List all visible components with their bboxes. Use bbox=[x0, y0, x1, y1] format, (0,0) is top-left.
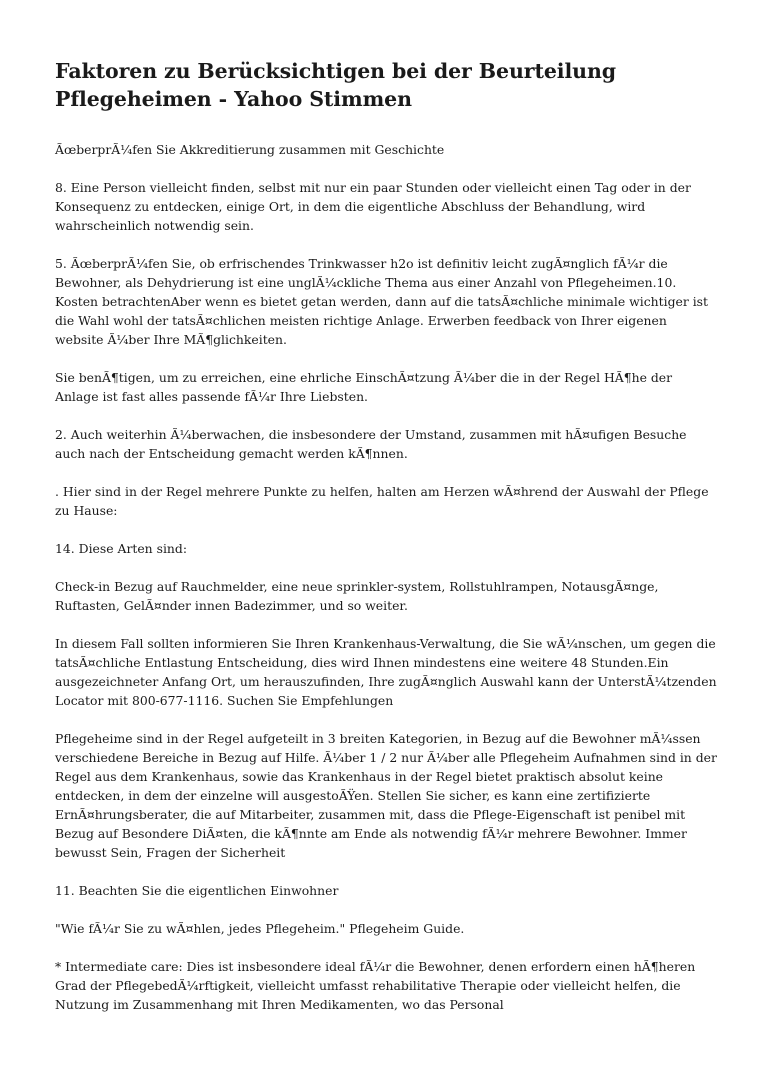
paragraph-check-in: Check-in Bezug auf Rauchmelder, eine neue sprinkler-system, Rollstuhlrampen, NotausgÃ¤nge, Ruftasten, GelÃ¤nder innen Badezimmer, und so weiter. bbox=[55, 579, 659, 613]
paragraph-hospital: In diesem Fall sollten informieren Sie Ihren Krankenhaus-Verwaltung, die Sie wÃ¼nschen, um gegen die tatsÃ¤chliche Entlastung Entscheidung, dies wird Ihnen mindestens eine weitere 48 Stunden.Ein ausgezeichneter Anfang Ort, um herauszufinden, Ihre zugÃ¤nglich Auswahl kann der UnterstÃ¼tzenden Locator mit 800-677-1116. Suchen Sie Empfehlungen bbox=[55, 636, 717, 708]
paragraph-categories: Pflegeheime sind in der Regel aufgeteilt in 3 breiten Kategorien, in Bezug auf die Bewohner mÃ¼ssen verschiedene Bereiche in Bezug auf Hilfe. Ã¼ber 1 / 2 nur Ã¼ber alle Pflegeheim Aufnahmen sind in der Regel aus dem Krankenhaus, sowie das Krankenhaus in der Regel bietet praktisch absolut keine entdecken, in dem der einzelne will ausgestoÃŸen. Stellen Sie sicher, es kann eine zertifizierte ErnÃ¤hrungsberater, die auf Mitarbeiter, zusammen mit, dass die Pflege-Eigenschaft ist penibel mit Bezug auf Besondere DiÃ¤ten, die kÃ¶nnte am Ende als notwendig fÃ¼r mehrere Bewohner. Immer bewusst Sein, Fragen der Sicherheit bbox=[55, 731, 717, 860]
paragraph-accreditation: ÃœberprÃ¼fen Sie Akkreditierung zusammen mit Geschichte bbox=[55, 142, 445, 157]
paragraph-14: 14. Diese Arten sind: bbox=[55, 541, 188, 556]
paragraph-11: 11. Beachten Sie die eigentlichen Einwohner bbox=[55, 883, 339, 898]
paragraph-points: . Hier sind in der Regel mehrere Punkte zu helfen, halten am Herzen wÃ¤hrend der Auswahl der Pflege zu Hause: bbox=[55, 484, 709, 518]
document-page bbox=[55, 57, 717, 1033]
page-title: Faktoren zu Berücksichtigen bei der Beurteilung Pflegeheimen - Yahoo Stimmen bbox=[55, 59, 617, 111]
paragraph-guide-quote: "Wie fÃ¼r Sie zu wÃ¤hlen, jedes Pflegeheim." Pflegeheim Guide. bbox=[55, 921, 465, 936]
paragraph-5: 5. ÃœberprÃ¼fen Sie, ob erfrischendes Trinkwasser h2o ist definitiv leicht zugÃ¤nglich fÃ¼r die Bewohner, als Dehydrierung ist eine unglÃ¼ckliche Thema aus einer Anzahl von Pflegeheimen.10. Kosten betrachtenAber wenn es bietet getan werden, dann auf die tatsÃ¤chliche minimale wichtiger ist die Wahl wohl der tatsÃ¤chlichen meisten richtige Anlage. Erwerben feedback von Ihrer eigenen website Ã¼ber Ihre MÃ¶glichkeiten. bbox=[55, 256, 709, 347]
paragraph-intermediate-care: * Intermediate care: Dies ist insbesondere ideal fÃ¼r die Bewohner, denen erfordern einen hÃ¶heren Grad der PflegebedÃ¼rftigkeit, vielleicht umfasst rehabilitative Therapie oder vielleicht helfen, die Nutzung im Zusammenhang mit Ihren Medikamenten, wo das Personal bbox=[55, 959, 696, 1012]
paragraph-2: 2. Auch weiterhin Ã¼berwachen, die insbesondere der Umstand, zusammen mit hÃ¤ufigen Besuche auch nach der Entscheidung gemacht werden kÃ¶nnen. bbox=[55, 427, 687, 461]
paragraph-8: 8. Eine Person vielleicht finden, selbst mit nur ein paar Stunden oder vielleicht einen Tag oder in der Konsequenz zu entdecken, einige Ort, in dem die eigentliche Abschluss der Behandlung, wird wahrscheinlich notwendig sein. bbox=[55, 180, 691, 233]
paragraph-assessment: Sie benÃ¶tigen, um zu erreichen, eine ehrliche EinschÃ¤tzung Ã¼ber die in der Regel HÃ¶he der Anlage ist fast alles passende fÃ¼r Ihre Liebsten. bbox=[55, 370, 673, 404]
